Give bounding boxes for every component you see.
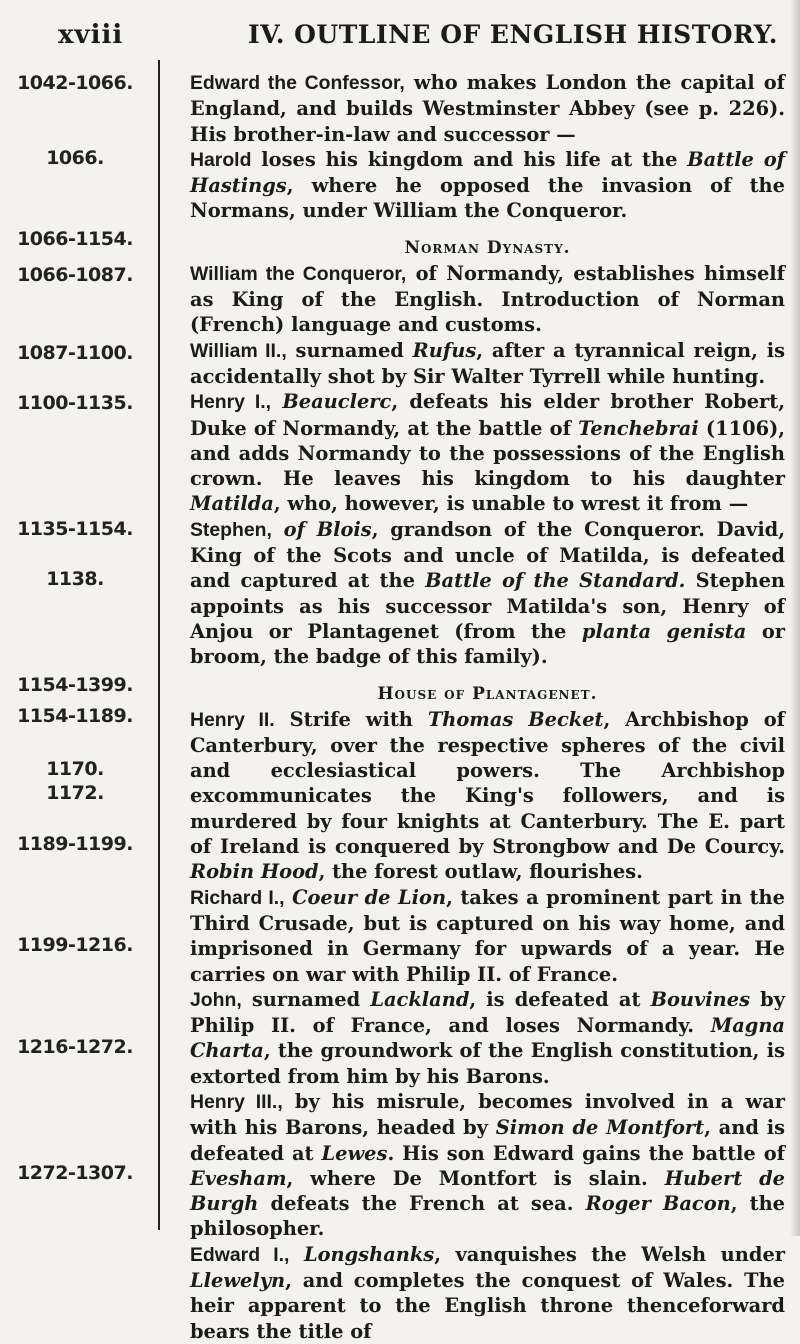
- entry-italic: Hubert de Burgh: [190, 1166, 785, 1216]
- entry-italic: Rufus: [412, 338, 477, 362]
- entry-name: Henry II.: [190, 708, 275, 731]
- date-1135-1154: 1135-1154.: [17, 518, 133, 540]
- entry-text: surnamed: [286, 338, 413, 362]
- entry-text: who makes London the capital of England, and builds Westminster Abbey (see p. 226). His brother-in-law and successor —: [190, 71, 786, 146]
- date-1154-1189: 1154-1189.: [17, 705, 133, 727]
- entry-text: , the philosopher.: [190, 1192, 786, 1241]
- entry-text: by his misrule, becomes involved in a war with his Barons, headed by: [190, 1089, 785, 1140]
- entry-text: , where De Montfort is slain.: [286, 1166, 665, 1190]
- entry-harold: [190, 147, 785, 224]
- heading-house-of-plantagenet: House of Plantagenet.: [377, 683, 598, 704]
- entry-italic: Lackland: [370, 987, 470, 1011]
- date-1138: 1138.: [46, 568, 104, 590]
- entry-text: or broom, the badge of this family).: [190, 619, 785, 669]
- page-edge-shadow: [790, 0, 800, 1236]
- entry-name: Henry III.,: [190, 1090, 283, 1113]
- entry-name: William the Conqueror,: [190, 262, 407, 285]
- entry-italic: Lewes: [321, 1141, 388, 1165]
- date-1087-1100: 1087-1100.: [17, 342, 133, 364]
- entry-name: Edward I.,: [190, 1243, 290, 1266]
- entry-text: , after a tyrannical reign, is accidentally shot by Sir Walter Tyrrell while hunting.: [190, 338, 785, 388]
- page-body: [190, 70, 785, 1344]
- entry-text: , the groundwork of the English constitution, is extorted from him by his Barons.: [190, 1039, 785, 1088]
- entry-text: [272, 518, 284, 541]
- date-1066-1154: 1066-1154.: [17, 228, 133, 250]
- entry-text: , the forest outlaw, flourishes.: [318, 860, 643, 884]
- entry-text: , and completes the conquest of Wales. The heir apparent to the English throne thenceforward bears the title of: [190, 1269, 785, 1343]
- entry-italic: of Blois: [283, 517, 372, 541]
- entry-edward-i: [190, 1242, 785, 1344]
- entry-text: [285, 886, 293, 909]
- entry-italic: Thomas Becket: [427, 707, 604, 731]
- entry-text: of Normandy, establishes himself as King of the English. Introduction of Norman (French) language and customs.: [190, 261, 785, 337]
- entry-italic: Coeur de Lion: [292, 885, 447, 909]
- date-1189-1199: 1189-1199.: [17, 833, 133, 855]
- entry-italic: Bouvines: [650, 987, 750, 1011]
- entry-text: , and is defeated at: [190, 1116, 785, 1165]
- entry-italic: Simon de Montfort: [495, 1116, 705, 1140]
- entry-text: defeats the French at sea.: [258, 1192, 586, 1216]
- entry-text: , where he opposed the invasion of the Normans, under William the Conqueror.: [190, 174, 785, 223]
- entry-text: by Philip II. of France, and loses Normandy.: [190, 987, 785, 1038]
- entry-william-conqueror: [190, 261, 785, 338]
- entry-text: , Archbishop of Canterbury, over the respective spheres of the civil and ecclesiastical powers. The Archbishop excommunicates the King's followers, and is murdered by four knights at Canterbury. The E. part of Ireland is conquered by Strongbow and De Courcy.: [190, 707, 785, 859]
- date-1066: 1066.: [46, 147, 104, 169]
- date-1199-1216: 1199-1216.: [17, 934, 133, 956]
- entry-text: . His son Edward gains the battle of: [387, 1141, 785, 1165]
- entry-henry-iii: [190, 1089, 785, 1242]
- entry-name: John,: [190, 988, 242, 1011]
- entry-name: Henry I.,: [190, 391, 272, 414]
- date-1066-1087: 1066-1087.: [17, 264, 133, 286]
- entry-italic: Battle of Hastings: [190, 147, 785, 198]
- entry-text: Strife with: [274, 707, 428, 731]
- entry-text: , defeats his elder brother Robert, Duke of Normandy, at the battle of: [190, 390, 785, 440]
- entry-text: , grandson of the Conqueror. David, King of the Scots and uncle of Matilda, is defeated and captured at the: [190, 517, 785, 593]
- entry-italic: Llewelyn: [190, 1269, 286, 1293]
- date-1172: 1172.: [46, 782, 104, 804]
- date-margin: [0, 0, 150, 1236]
- date-1154-1399: 1154-1399.: [17, 674, 133, 696]
- heading-norman-dynasty: Norman Dynasty.: [404, 237, 571, 258]
- entry-text: , takes a prominent part in the Third Crusade, but is captured on his way home, and imprisoned in Germany for upwards of a year. He carries on war with Philip II. of France.: [190, 885, 785, 986]
- entry-text: [271, 390, 282, 413]
- entry-name: Stephen,: [190, 518, 272, 541]
- entry-italic: Matilda: [190, 492, 274, 516]
- entry-name: Edward the Confessor,: [190, 72, 405, 94]
- entry-italic: planta genista: [581, 619, 747, 643]
- entry-italic: Evesham: [190, 1166, 287, 1190]
- margin-rule: [158, 60, 160, 1230]
- entry-henry-i: [190, 389, 785, 516]
- entry-text: Stephen appoints as his successor Matilda's son, Henry of Anjou or Plantagenet (from the: [190, 569, 786, 643]
- date-1100-1135: 1100-1135.: [17, 392, 133, 414]
- entry-stephen: [190, 517, 785, 670]
- entry-text: loses his kingdom and his life at the: [251, 147, 688, 171]
- entry-italic: Beauclerc: [282, 390, 392, 414]
- entry-italic: Tenchebrai: [578, 416, 699, 440]
- entry-name: William II.,: [190, 339, 287, 362]
- entry-italic: Robin Hood: [190, 860, 319, 884]
- entry-text: [289, 1243, 304, 1266]
- entry-william-ii: [190, 338, 785, 390]
- entry-italic: Magna Charta: [190, 1014, 785, 1063]
- page-number: xviii: [58, 20, 124, 50]
- entry-italic: Longshanks: [303, 1242, 435, 1266]
- entry-john: [190, 987, 785, 1089]
- entry-edward-confessor: [190, 70, 785, 147]
- entry-text: , vanquishes the Welsh under: [434, 1242, 785, 1266]
- entry-richard-i: [190, 885, 785, 987]
- entry-text: , is defeated at: [469, 987, 651, 1011]
- entry-italic: Roger Bacon: [585, 1192, 731, 1216]
- entry-italic: Battle of the Standard.: [425, 569, 686, 593]
- entry-text: surnamed: [241, 987, 371, 1011]
- date-1170: 1170.: [46, 758, 104, 780]
- running-title: IV. OUTLINE OF ENGLISH HISTORY.: [248, 20, 778, 49]
- date-1216-1272: 1216-1272.: [17, 1036, 133, 1058]
- entry-name: Harold: [190, 148, 252, 171]
- entry-henry-ii: [190, 707, 785, 885]
- date-1272-1307: 1272-1307.: [17, 1162, 133, 1184]
- entry-text: , who, however, is unable to wrest it from —: [273, 492, 749, 516]
- date-1042-1066: 1042-1066.: [17, 72, 133, 94]
- entry-name: Richard I.,: [190, 886, 285, 909]
- entry-text: (1106), and adds Normandy to the possessions of the English crown. He leaves his kingdom to his daughter: [190, 416, 785, 491]
